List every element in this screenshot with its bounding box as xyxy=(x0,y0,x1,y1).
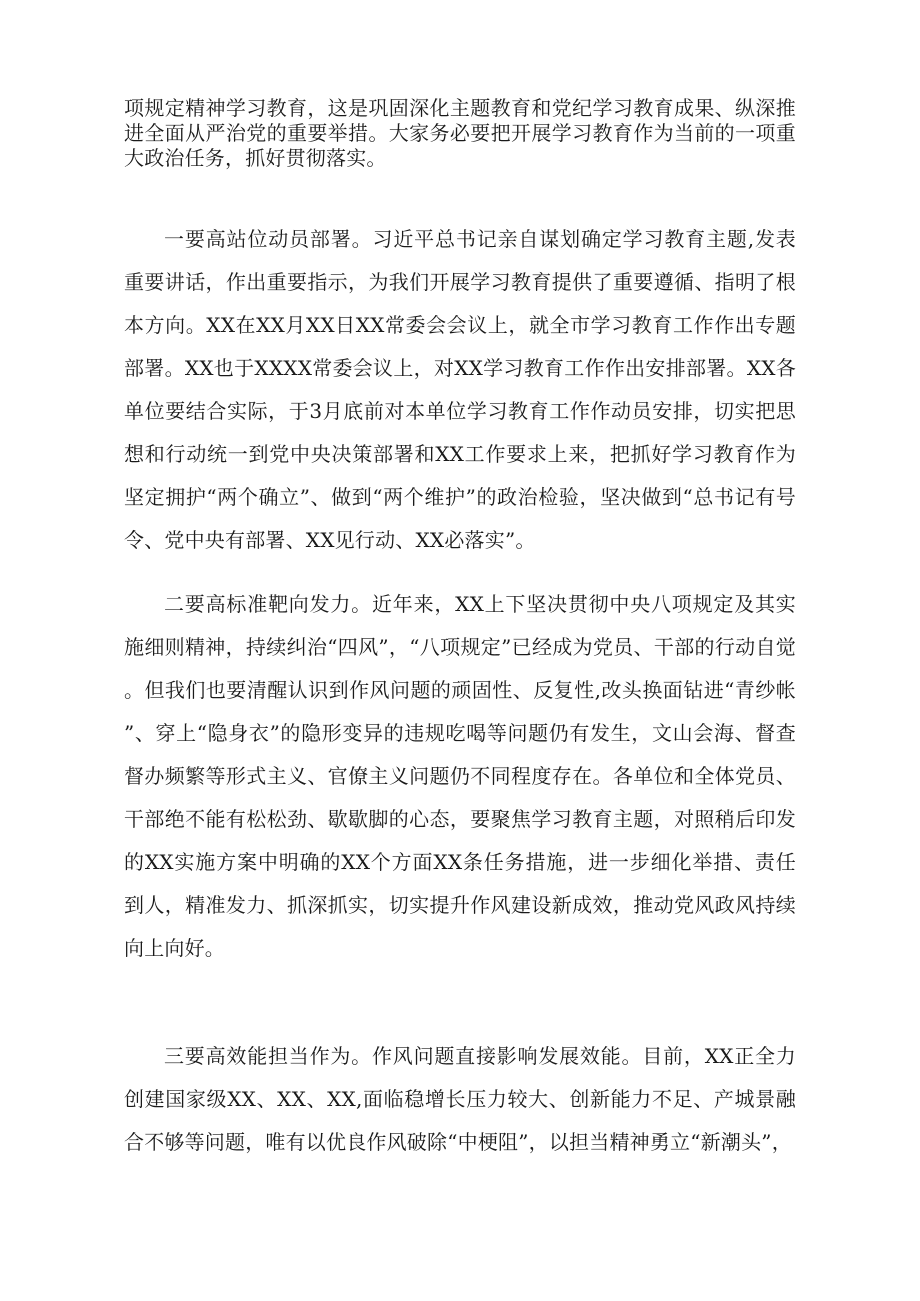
paragraph-high-position-mobilization: 一要高站位动员部署。习近平总书记亲自谋划确定学习教育主题,发表重要讲话，作出重要指示，为我们开展学习教育提供了重要遵循、指明了根本方向。XX在XX月XX日XX常委会会议上，就全市学习教育工作作出专题部署。XX也于XXXX常委会议上，对XX学习教育工作作出安排部署。XX各单位要结合实际，于3月底前对本单位学习教育工作作动员安排，切实把思想和行动统一到党中央决策部署和XX工作要求上来，把抓好学习教育作为坚定拥护“两个确立”、做到“两个维护”的政治检验，坚决做到“总书记有号令、党中央有部署、XX见行动、XX必落实”。 xyxy=(124,227,796,552)
paragraph-high-efficiency-responsibility: 三要高效能担当作为。作风问题直接影响发展效能。目前，XX正全力创建国家级XX、XX、XX,面临稳增长压力较大、创新能力不足、产城景融合不够等问题，唯有以优良作风破除“中梗阻”，以担当精神勇立“新潮头”， xyxy=(124,1044,796,1154)
paragraph-high-standard-targeting: 二要高标准靶向发力。近年来，XX上下坚决贯彻中央八项规定及其实施细则精神，持续纠治“四风”，“八项规定”已经成为党员、干部的行动自觉。但我们也要清醒认识到作风问题的顽固性、反复性,改头换面钻进“青纱帐”、穿上“隐身衣”的隐形变异的违规吃喝等问题仍有发生，文山会海、督查督办频繁等形式主义、官僚主义问题仍不同程度存在。各单位和全体党员、干部绝不能有松松劲、歇歇脚的心态，要聚焦学习教育主题，对照稍后印发的XX实施方案中明确的XX个方面XX条任务措施，进一步细化举措、责任到人，精准发力、抓深抓实，切实提升作风建设新成效，推动党风政风持续向上向好。 xyxy=(124,592,796,960)
paragraph-intro: 项规定精神学习教育，这是巩固深化主题教育和党纪学习教育成果、纵深推进全面从严治党的重要举措。大家务必要把开展学习教育作为当前的一项重大政治任务，抓好贯彻落实。 xyxy=(124,96,796,170)
